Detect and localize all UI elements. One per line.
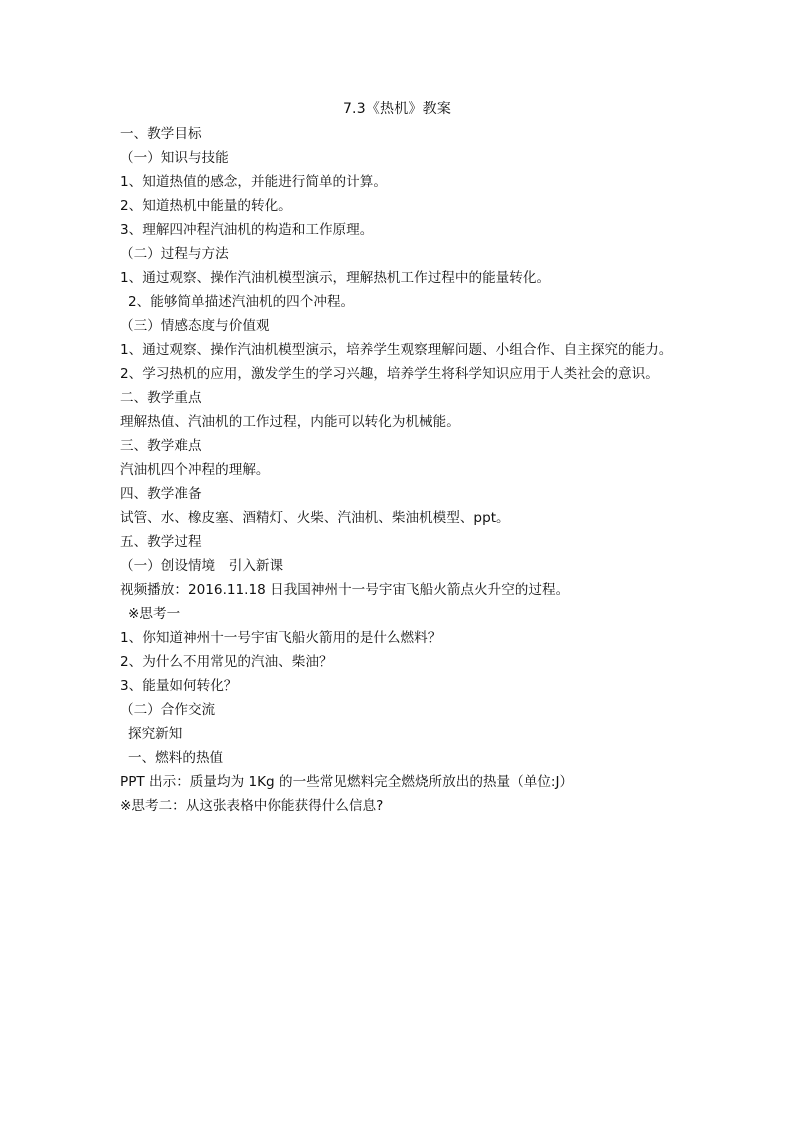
section-heading-difficulties: 三、教学难点 (120, 438, 202, 454)
list-item: 1、知道热值的感念，并能进行简单的计算。 (120, 174, 387, 190)
think-one-heading: ※思考一 (128, 606, 181, 622)
document-body (120, 122, 680, 818)
section-heading-key-points: 二、教学重点 (120, 390, 202, 406)
list-item: 2、学习热机的应用，激发学生的学习兴趣，培养学生将科学知识应用于人类社会的意识。 (120, 366, 659, 382)
list-item: 2、为什么不用常见的汽油、柴油？ (120, 654, 333, 670)
section-heading-preparation: 四、教学准备 (120, 486, 202, 502)
subheading-attitudes-values: （三）情感态度与价值观 (120, 318, 270, 334)
subheading-process-methods: （二）过程与方法 (120, 246, 229, 262)
subheading-fuel-heat-value: 一、燃料的热值 (128, 750, 224, 766)
paragraph: PPT 出示：质量均为 1Kg 的一些常见燃料完全燃烧所放出的热量（单位:J） (120, 774, 574, 790)
paragraph: 理解热值、汽油机的工作过程，内能可以转化为机械能。 (120, 414, 460, 430)
subheading-knowledge-skills: （一）知识与技能 (120, 150, 229, 166)
list-item: 1、你知道神州十一号宇宙飞船火箭用的是什么燃料？ (120, 630, 442, 646)
list-item: 3、能量如何转化？ (120, 678, 238, 694)
section-heading-objectives: 一、教学目标 (120, 126, 202, 142)
paragraph: 视频播放：2016.11.18 日我国神州十一号宇宙飞船火箭点火升空的过程。 (120, 582, 570, 598)
list-item: 2、知道热机中能量的转化。 (120, 198, 292, 214)
list-item: 1、通过观察、操作汽油机模型演示，理解热机工作过程中的能量转化。 (120, 270, 551, 286)
list-item: 1、通过观察、操作汽油机模型演示，培养学生观察理解问题、小组合作、自主探究的能力。 (120, 342, 673, 358)
document-title: 7.3《热机》教案 (342, 101, 452, 117)
list-item: 2、能够简单描述汽油机的四个冲程。 (128, 294, 355, 310)
section-heading-process: 五、教学过程 (120, 534, 202, 550)
subheading-cooperation: （二）合作交流 (120, 702, 216, 718)
paragraph: 试管、水、橡皮塞、酒精灯、火柴、汽油机、柴油机模型、ppt。 (120, 510, 510, 526)
explore-heading: 探究新知 (128, 726, 183, 742)
paragraph: 汽油机四个冲程的理解。 (120, 462, 270, 478)
list-item: 3、理解四冲程汽油机的构造和工作原理。 (120, 222, 374, 238)
think-two-line: ※思考二：从这张表格中你能获得什么信息? (120, 798, 384, 814)
subheading-situation: （一）创设情境 引入新课 (120, 558, 284, 574)
